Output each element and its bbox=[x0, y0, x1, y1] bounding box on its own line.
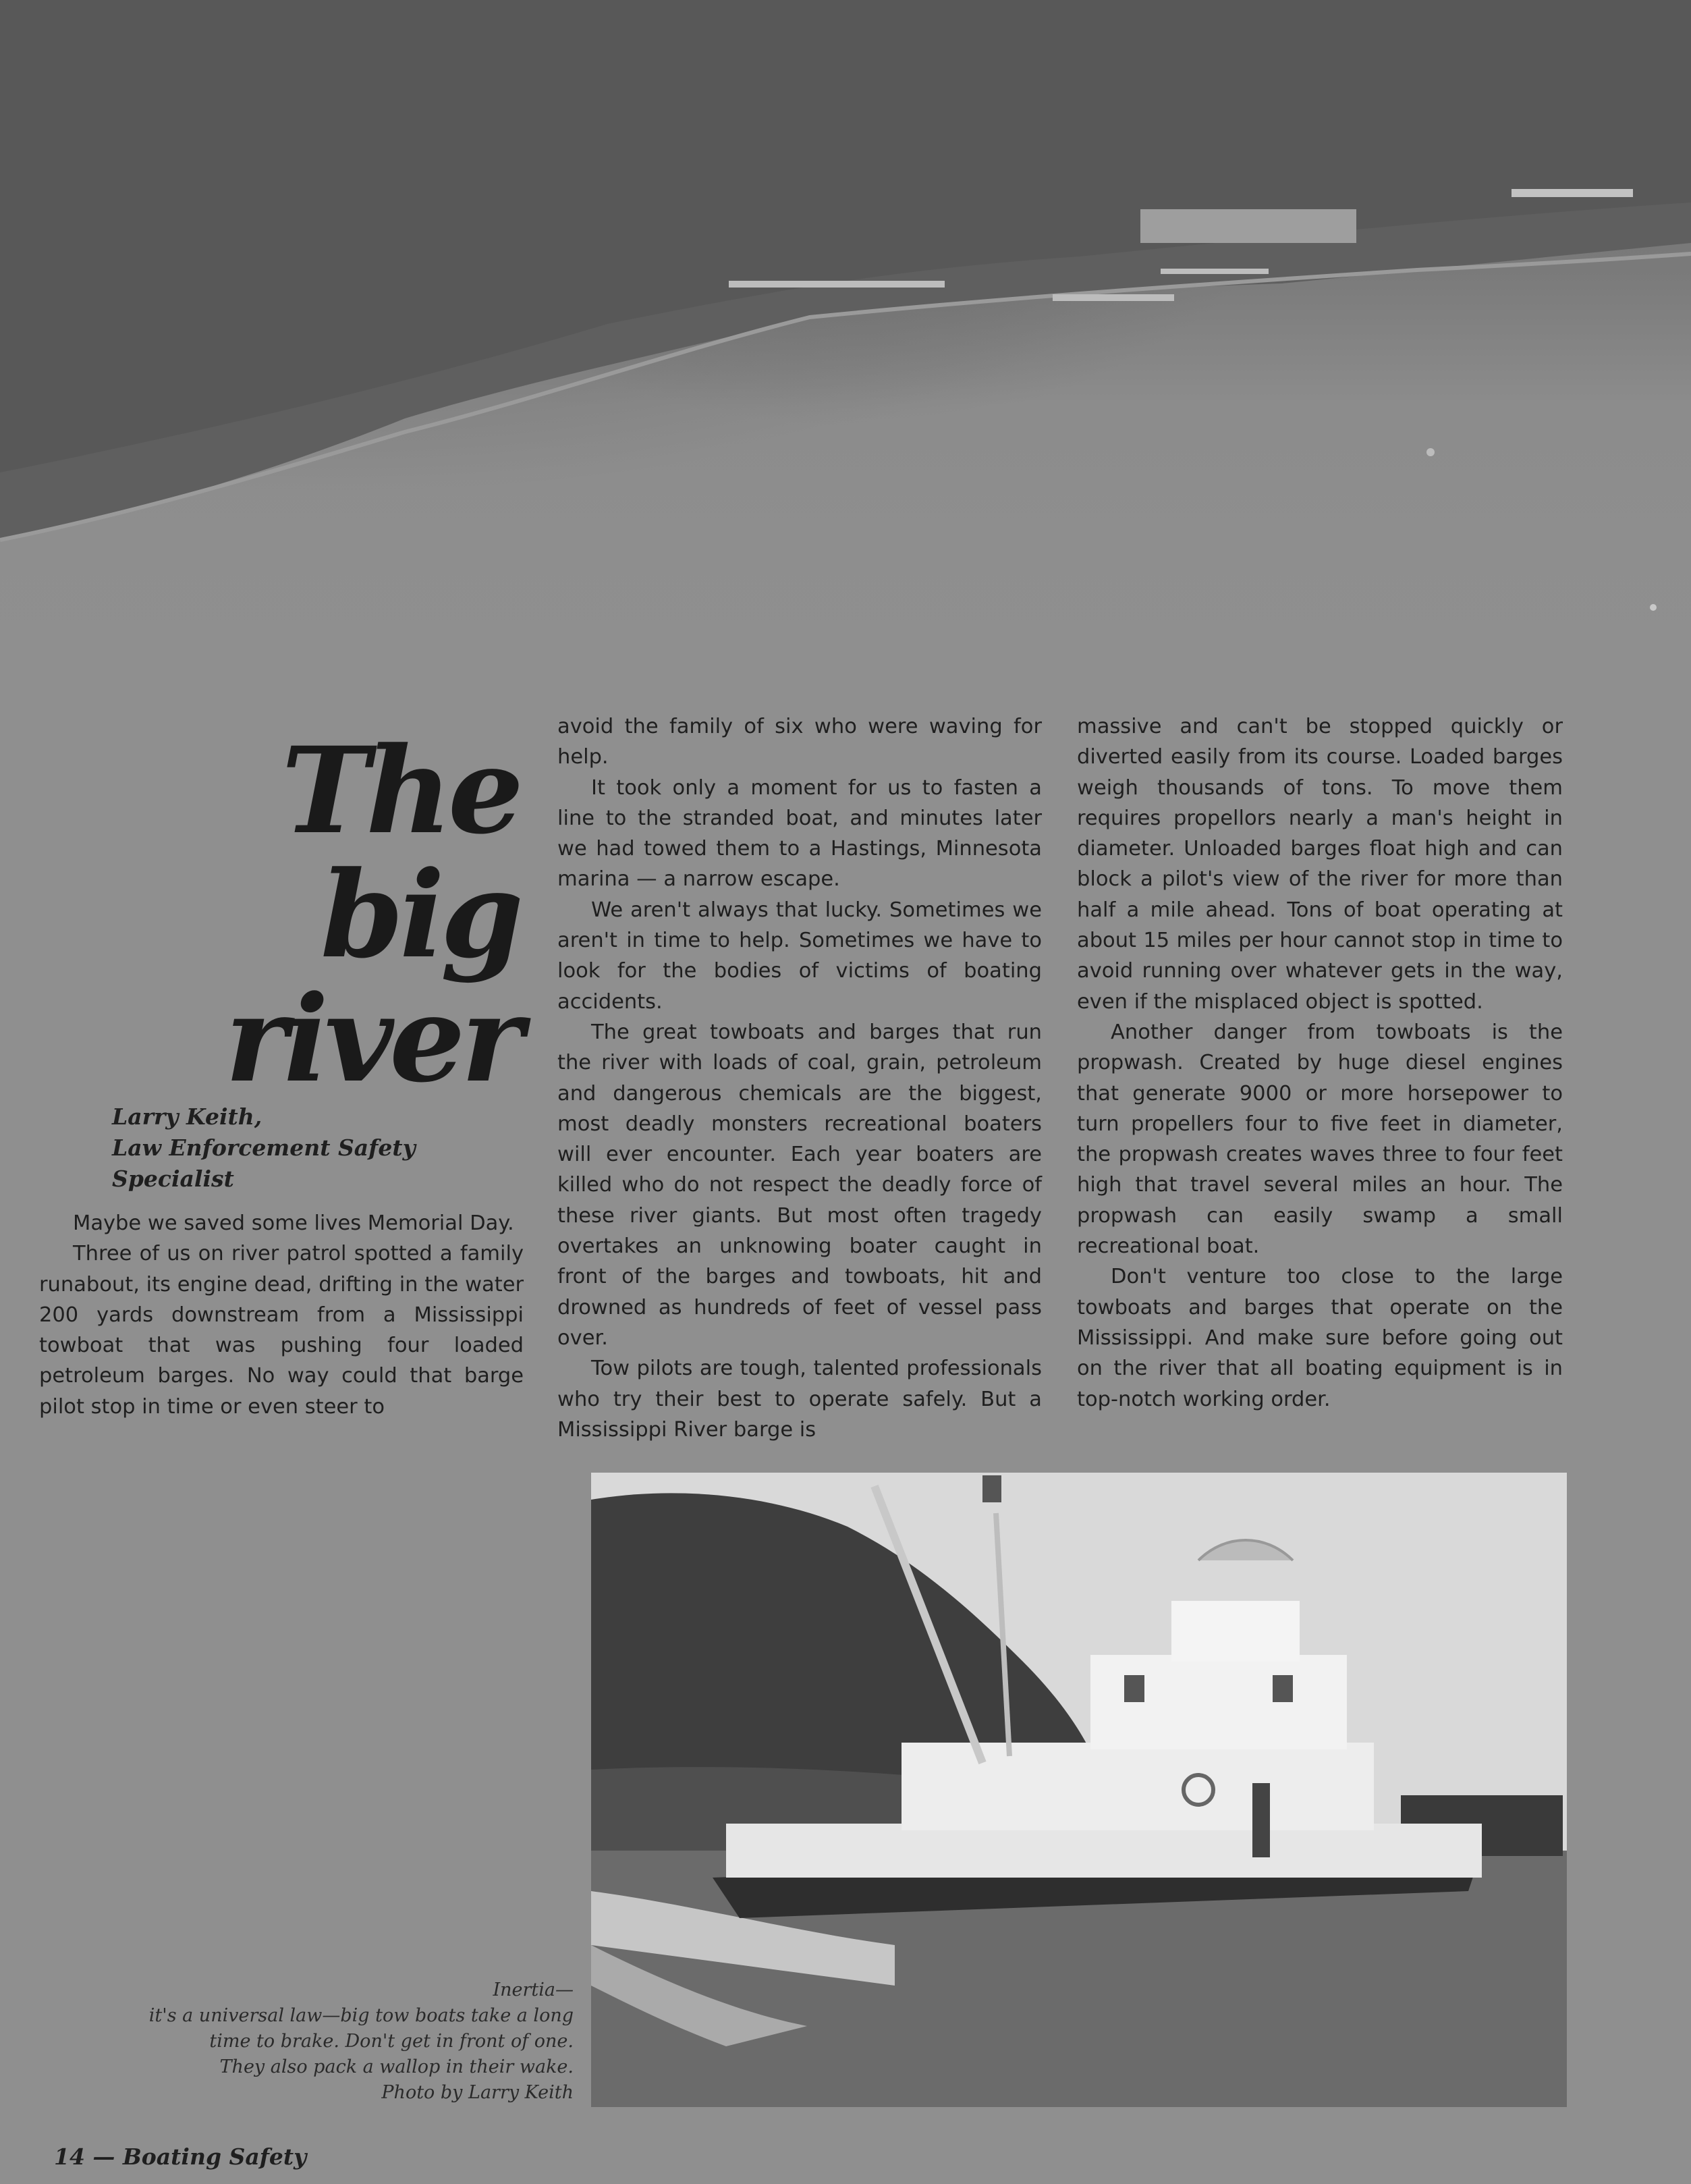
paragraph: Three of us on river patrol spotted a family runabout, its engine dead, drifting in the water 200 yards downstream from a Mississippi towboat that was pushing four loaded petroleum barges. No way could that barge pilot stop in time or even steer to bbox=[39, 1242, 524, 1419]
page-folio: 14 — Boating Safety bbox=[54, 2144, 307, 2170]
caption-line: time to brake. Don't get in front of one. bbox=[209, 2031, 574, 2052]
paragraph: We aren't always that lucky. Sometimes we aren't in time to help. Sometimes we have to look for the bodies of victims of boating accidents. bbox=[557, 898, 1042, 1014]
paragraph: Another danger from towboats is the propwash. Created by huge diesel engines that generate 9000 or more horsepower to turn propellers four to five feet in diameter, the propwash creates waves three to four feet high that travel several miles an hour. The propwash can easily swamp a small recreational boat. bbox=[1077, 1020, 1563, 1259]
paragraph: Don't venture too close to the large towboats and barges that operate on the Mississippi. And make sure before going out on the river that all boating equipment is in top-notch working order. bbox=[1077, 1265, 1563, 1411]
byline-name: Larry Keith, bbox=[112, 1103, 262, 1130]
title-line-3: river bbox=[225, 969, 520, 1109]
text-column-2 bbox=[557, 711, 1042, 1445]
text-column-3 bbox=[1077, 711, 1563, 1415]
towboat-photo bbox=[591, 1473, 1567, 2107]
article-title bbox=[202, 721, 520, 1109]
title-line-2: big bbox=[321, 845, 520, 985]
paragraph: avoid the family of six who were waving for help. bbox=[557, 715, 1042, 769]
caption-line: They also pack a wallop in their wake. bbox=[219, 2056, 574, 2077]
aerial-river-photo bbox=[0, 0, 1691, 675]
caption-line: Inertia— bbox=[493, 1980, 574, 2000]
byline-title: Law Enforcement Safety Specialist bbox=[112, 1135, 416, 1192]
paragraph: Tow pilots are tough, talented professionals who try their best to operate safely. But a Mississippi River barge is bbox=[557, 1357, 1042, 1442]
paragraph: Maybe we saved some lives Memorial Day. bbox=[73, 1211, 514, 1235]
paragraph: It took only a moment for us to fasten a line to the stranded boat, and minutes later we had towed them to a Hastings, Minnesota marina — a narrow escape. bbox=[557, 775, 1042, 892]
title-line-1: The bbox=[281, 721, 520, 861]
paragraph: The great towboats and barges that run the river with loads of coal, grain, petroleum and dangerous chemicals are the biggest, most deadly monsters recreational boaters will ever encounter. Each year boaters are killed who do not respect the deadly force of these river giants. But most often tragedy overtakes an unknowing boater caught in front of the barges and towboats, hit and drowned as hundreds of feet of vessel pass over. bbox=[557, 1020, 1042, 1350]
caption-line: it's a universal law—big tow boats take a long bbox=[148, 2005, 574, 2026]
paragraph: massive and can't be stopped quickly or diverted easily from its course. Loaded barges weigh thousands of tons. To move them requires propellors nearly a man's height in diameter. Unloaded barges float high and can block a pilot's view of the river for more than half a mile ahead. Tons of boat operating at about 15 miles per hour cannot stop in time to avoid running over whatever gets in the way, even if the misplaced object is spotted. bbox=[1077, 715, 1563, 1014]
text-column-1 bbox=[39, 1208, 524, 1422]
photo-credit: Photo by Larry Keith bbox=[381, 2082, 574, 2103]
photo-caption bbox=[121, 1977, 574, 2106]
byline bbox=[112, 1101, 530, 1195]
